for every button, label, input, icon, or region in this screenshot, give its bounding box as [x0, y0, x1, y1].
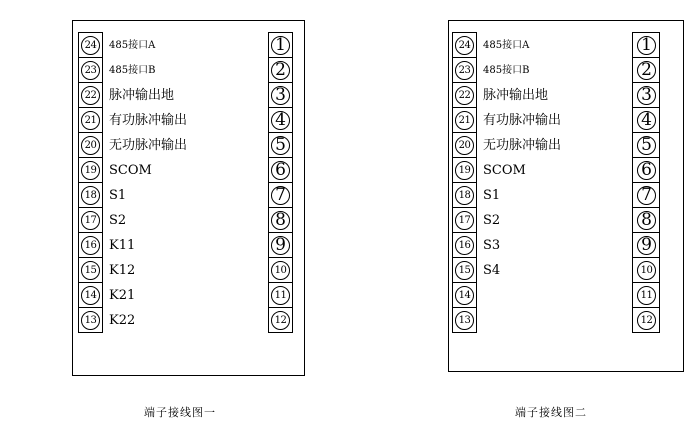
terminal-number: 4 — [637, 111, 656, 130]
terminal-cell — [79, 282, 102, 308]
terminal-cell — [633, 207, 659, 233]
terminal-number: 7 — [637, 186, 656, 205]
terminal-number: 7 — [271, 186, 290, 205]
terminal-cell — [453, 132, 476, 158]
terminal-number: 9 — [637, 236, 656, 255]
terminal-cell — [453, 157, 476, 183]
terminal-label: 485接口B — [109, 65, 156, 76]
terminal-label: 有功脉冲输出 — [483, 113, 562, 128]
terminal-label: 485接口A — [109, 40, 156, 51]
terminal-number: 1 — [271, 36, 290, 55]
terminal-label: K12 — [109, 263, 136, 278]
terminal-number: 12 — [271, 311, 290, 330]
terminal-number: 20 — [81, 136, 100, 155]
terminal-number: 8 — [271, 211, 290, 230]
terminal-cell — [453, 207, 476, 233]
terminal-cell — [633, 182, 659, 208]
terminal-cell — [269, 107, 292, 133]
terminal-cell — [633, 307, 659, 333]
terminal-cell — [79, 182, 102, 208]
terminal-number: 3 — [271, 86, 290, 105]
terminal-cell — [633, 57, 659, 83]
terminal-number: 15 — [81, 261, 100, 280]
terminal-label: 无功脉冲输出 — [109, 138, 188, 153]
terminal-number: 13 — [81, 311, 100, 330]
terminal-number: 24 — [455, 36, 474, 55]
terminal-label: K22 — [109, 313, 136, 328]
terminal-number: 2 — [271, 61, 290, 80]
terminal-cell — [633, 157, 659, 183]
terminal-cell — [269, 307, 292, 333]
terminal-label: 脉冲输出地 — [483, 88, 549, 103]
terminal-number: 21 — [455, 111, 474, 130]
terminal-cell — [269, 207, 292, 233]
terminal-number: 22 — [81, 86, 100, 105]
terminal-number: 1 — [637, 36, 656, 55]
terminal-cell — [633, 82, 659, 108]
terminal-number: 9 — [271, 236, 290, 255]
terminal-cell — [633, 232, 659, 258]
terminal-cell — [269, 232, 292, 258]
terminal-number: 5 — [271, 136, 290, 155]
terminal-number: 6 — [637, 161, 656, 180]
terminal-cell — [453, 257, 476, 283]
terminal-cell — [79, 107, 102, 133]
terminal-cell — [79, 232, 102, 258]
terminal-number: 4 — [271, 111, 290, 130]
terminal-label: S4 — [483, 263, 501, 278]
terminal-cell — [453, 182, 476, 208]
terminal-number: 3 — [637, 86, 656, 105]
terminal-cell — [633, 257, 659, 283]
terminal-number: 22 — [455, 86, 474, 105]
terminal-number: 21 — [81, 111, 100, 130]
terminal-label: S3 — [483, 238, 501, 253]
terminal-label: S2 — [109, 213, 127, 228]
terminal-number: 17 — [455, 211, 474, 230]
terminal-number: 14 — [81, 286, 100, 305]
terminal-number: 14 — [455, 286, 474, 305]
right-terminal-strip — [632, 32, 660, 333]
terminal-cell — [269, 157, 292, 183]
terminal-cell — [633, 32, 659, 58]
diagram-caption: 端子接线图二 — [515, 406, 587, 419]
terminal-number: 18 — [455, 186, 474, 205]
terminal-number: 24 — [81, 36, 100, 55]
terminal-cell — [453, 57, 476, 83]
terminal-number: 20 — [455, 136, 474, 155]
terminal-cell — [453, 107, 476, 133]
terminal-number: 23 — [81, 61, 100, 80]
terminal-number: 8 — [637, 211, 656, 230]
terminal-number: 10 — [271, 261, 290, 280]
terminal-number: 17 — [81, 211, 100, 230]
terminal-cell — [79, 82, 102, 108]
terminal-cell — [79, 132, 102, 158]
terminal-label: 485接口B — [483, 65, 530, 76]
terminal-number: 2 — [637, 61, 656, 80]
terminal-cell — [269, 32, 292, 58]
terminal-number: 19 — [81, 161, 100, 180]
left-terminal-strip — [78, 32, 103, 333]
terminal-number: 11 — [637, 286, 656, 305]
terminal-label: S1 — [109, 188, 127, 203]
terminal-cell — [269, 257, 292, 283]
terminal-label: SCOM — [483, 163, 526, 178]
terminal-number: 13 — [455, 311, 474, 330]
terminal-label: S2 — [483, 213, 501, 228]
terminal-number: 18 — [81, 186, 100, 205]
terminal-cell — [79, 257, 102, 283]
terminal-label: 有功脉冲输出 — [109, 113, 188, 128]
terminal-cell — [269, 182, 292, 208]
terminal-cell — [269, 82, 292, 108]
terminal-number: 6 — [271, 161, 290, 180]
terminal-cell — [453, 282, 476, 308]
terminal-cell — [79, 207, 102, 233]
left-terminal-strip — [452, 32, 477, 333]
terminal-number: 19 — [455, 161, 474, 180]
terminal-label: 无功脉冲输出 — [483, 138, 562, 153]
terminal-cell — [79, 157, 102, 183]
terminal-cell — [633, 132, 659, 158]
terminal-number: 10 — [637, 261, 656, 280]
terminal-number: 5 — [637, 136, 656, 155]
terminal-label: K11 — [109, 238, 136, 253]
terminal-cell — [269, 282, 292, 308]
terminal-cell — [633, 282, 659, 308]
terminal-cell — [453, 32, 476, 58]
terminal-cell — [453, 232, 476, 258]
terminal-number: 12 — [637, 311, 656, 330]
terminal-label: 485接口A — [483, 40, 530, 51]
terminal-cell — [79, 57, 102, 83]
right-terminal-strip — [268, 32, 293, 333]
terminal-cell — [453, 307, 476, 333]
terminal-cell — [453, 82, 476, 108]
terminal-number: 16 — [455, 236, 474, 255]
terminal-cell — [79, 32, 102, 58]
terminal-number: 16 — [81, 236, 100, 255]
terminal-number: 11 — [271, 286, 290, 305]
diagram-caption: 端子接线图一 — [144, 406, 216, 419]
terminal-number: 23 — [455, 61, 474, 80]
terminal-label: 脉冲输出地 — [109, 88, 175, 103]
terminal-cell — [79, 307, 102, 333]
terminal-label: S1 — [483, 188, 501, 203]
terminal-cell — [633, 107, 659, 133]
terminal-number: 15 — [455, 261, 474, 280]
terminal-label: SCOM — [109, 163, 152, 178]
terminal-label: K21 — [109, 288, 136, 303]
terminal-cell — [269, 132, 292, 158]
terminal-cell — [269, 57, 292, 83]
